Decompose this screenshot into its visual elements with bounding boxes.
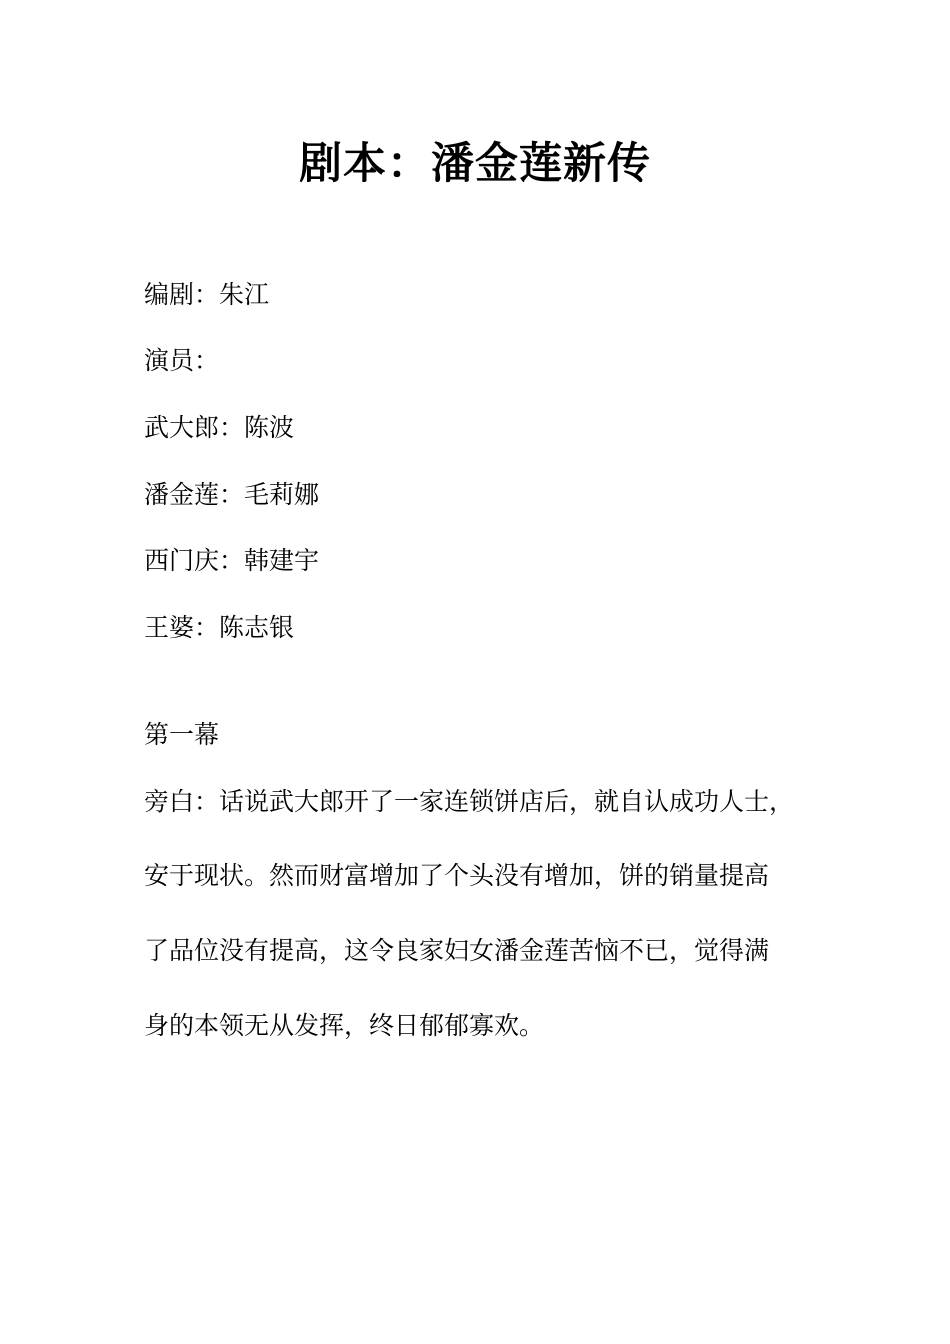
- cast-entry: 武大郎：陈波: [144, 413, 295, 442]
- narration-line: 旁白：话说武大郎开了一家连锁饼店后，就自认成功人士，: [144, 787, 795, 816]
- page-title: 剧本：潘金莲新传: [299, 139, 651, 189]
- narration-line: 身的本领无从发挥，终日郁郁寡欢。: [144, 1011, 545, 1040]
- cast-entry: 潘金莲：毛莉娜: [144, 480, 320, 509]
- screenwriter-credit: 编剧：朱江: [144, 280, 270, 309]
- cast-entry: 西门庆：韩建宇: [144, 546, 320, 575]
- narration-line: 安于现状。然而财富增加了个头没有增加，饼的销量提高: [144, 861, 770, 890]
- cast-entry: 王婆：陈志银: [144, 613, 295, 642]
- cast-label: 演员：: [144, 346, 220, 375]
- narration-line: 了品位没有提高，这令良家妇女潘金莲苦恼不已，觉得满: [144, 936, 770, 965]
- act-heading: 第一幕: [144, 720, 220, 749]
